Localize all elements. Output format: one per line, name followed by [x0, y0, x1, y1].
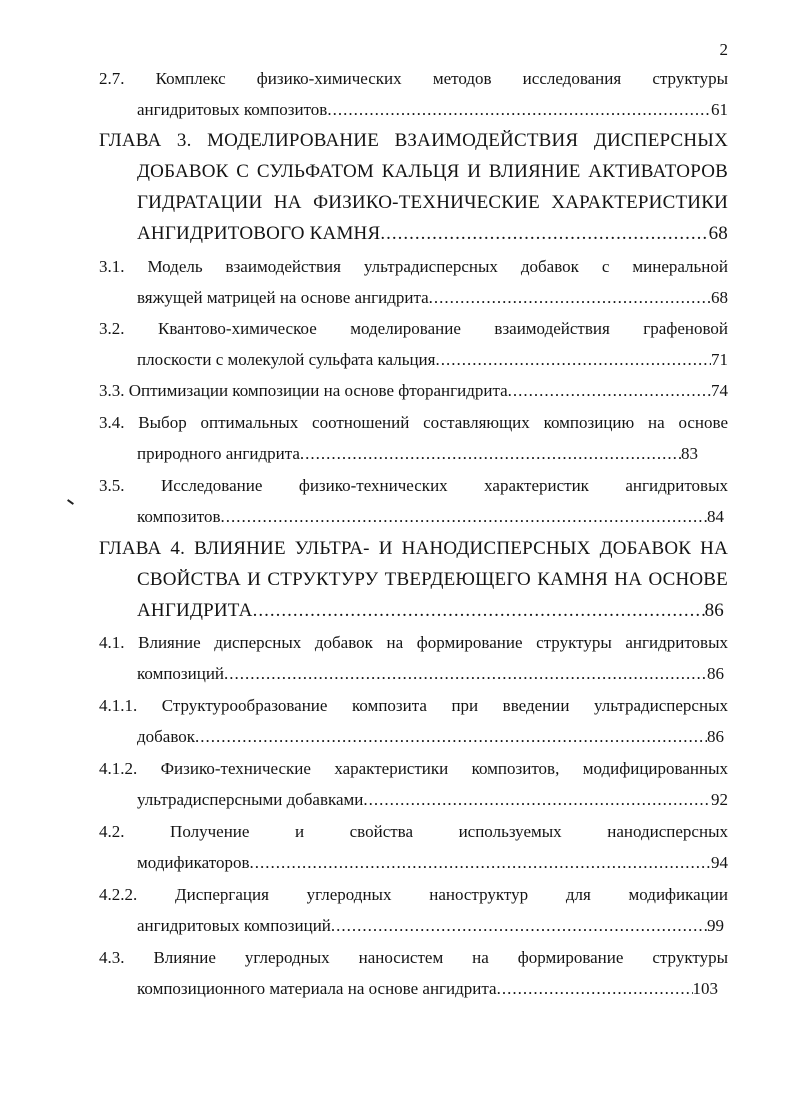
toc-entry-text: модификаторов [137, 853, 250, 872]
dot-leader [327, 99, 711, 121]
toc-entry-4-2-continuation [137, 852, 728, 874]
toc-entry-4-3-title: 4.3. Влияние углеродных наносистем на формирование структуры [99, 948, 728, 967]
toc-entry-text: ангидритовых композитов [137, 100, 328, 119]
toc-page-number: 68 [711, 288, 728, 307]
page-number: 2 [719, 40, 728, 59]
toc-entry-4-1-2-continuation [137, 789, 728, 811]
chapter-3-heading-line-1: ГЛАВА 3. МОДЕЛИРОВАНИЕ ВЗАИМОДЕЙСТВИЯ ДИСПЕРСНЫХ [99, 130, 728, 151]
chapter-3-heading-line-3: ГИДРАТАЦИИ НА ФИЗИКО-ТЕХНИЧЕСКИЕ ХАРАКТЕРИСТИКИ [137, 192, 728, 213]
dot-leader [220, 506, 707, 528]
toc-page-number: 74 [711, 381, 728, 400]
toc-entry-text: композиций [137, 664, 225, 683]
toc-entry-text: ангидритовых композиций [137, 916, 331, 935]
toc-entry-2-7-title: 2.7. Комплекс физико-химических методов исследования структуры [99, 69, 728, 88]
toc-entry-text: вяжущей матрицей на основе ангидрита [137, 288, 429, 307]
dot-leader [435, 349, 711, 371]
toc-page-number: 86 [707, 664, 724, 683]
dot-leader [224, 663, 707, 685]
dot-leader [380, 223, 708, 245]
toc-entry-text: 3.3. Оптимизации композиции на основе фторангидрита [99, 381, 508, 400]
toc-entry-3-4-title: 3.4. Выбор оптимальных соотношений составляющих композицию на основе [99, 413, 728, 432]
chapter-4-heading-line-3 [137, 600, 724, 622]
toc-page-number: 83 [681, 444, 698, 463]
toc-entry-4-3-continuation [137, 978, 718, 1000]
toc-entry-3-4-continuation [137, 443, 698, 465]
toc-page-number: 103 [692, 979, 718, 998]
toc-entry-4-1-continuation [137, 663, 724, 685]
toc-page-number: 86 [704, 600, 724, 621]
chapter-3-heading-line-4 [137, 223, 728, 245]
toc-page-number: 94 [711, 853, 728, 872]
dot-leader [429, 287, 711, 309]
toc-entry-text: АНГИДРИТОВОГО КАМНЯ [137, 223, 381, 244]
toc-page-number: 84 [707, 507, 724, 526]
toc-entry-4-2-2-continuation [137, 915, 724, 937]
chapter-4-heading-line-1: ГЛАВА 4. ВЛИЯНИЕ УЛЬТРА- И НАНОДИСПЕРСНЫХ ДОБАВОК НА [99, 538, 728, 559]
toc-entry-text: природного ангидрита [137, 444, 300, 463]
toc-entry-4-2-2-title: 4.2.2. Диспергация углеродных наноструктур для модификации [99, 885, 728, 904]
dot-leader [508, 380, 711, 402]
toc-page-number: 86 [707, 727, 724, 746]
chapter-4-heading-line-2: СВОЙСТВА И СТРУКТУРУ ТВЕРДЕЮЩЕГО КАМНЯ НА ОСНОВЕ [137, 569, 728, 590]
toc-entry-text: плоскости с молекулой сульфата кальция [137, 350, 436, 369]
toc-entry-3-3 [99, 380, 728, 402]
toc-page-number: 71 [711, 350, 728, 369]
toc-page-number: 68 [708, 223, 728, 244]
dot-leader [195, 726, 707, 748]
dot-leader [497, 978, 693, 1000]
toc-entry-3-1-title: 3.1. Модель взаимодействия ультрадисперсных добавок с минеральной [99, 257, 728, 276]
dot-leader [363, 789, 711, 811]
toc-entry-text: добавок [137, 727, 196, 746]
toc-entry-4-1-1-continuation [137, 726, 724, 748]
toc-entry-3-2-title: 3.2. Квантово-химическое моделирование взаимодействия графеновой [99, 319, 728, 338]
toc-entry-3-5-continuation [137, 506, 724, 528]
toc-page-number: 99 [707, 916, 724, 935]
dot-leader [249, 852, 711, 874]
toc-entry-4-1-2-title: 4.1.2. Физико-технические характеристики композитов, модифицированных [99, 759, 728, 778]
chapter-3-heading-line-2: ДОБАВОК С СУЛЬФАТОМ КАЛЬЦЯ И ВЛИЯНИЕ АКТИВАТОРОВ [137, 161, 728, 182]
toc-entry-3-2-continuation [137, 349, 728, 371]
dot-leader [253, 600, 705, 622]
toc-entry-text: АНГИДРИТА [137, 600, 253, 621]
toc-entry-4-2-title: 4.2. Получение и свойства используемых нанодисперсных [99, 822, 728, 841]
toc-entry-3-5-title: 3.5. Исследование физико-технических характеристик ангидритовых [99, 476, 728, 495]
toc-entry-text: ультрадисперсными добавками [137, 790, 364, 809]
toc-entry-2-7-continuation [137, 99, 728, 121]
dot-leader [300, 443, 681, 465]
toc-page-number: 61 [711, 100, 728, 119]
scan-mark [67, 499, 74, 505]
dot-leader [331, 915, 707, 937]
toc-page-number: 92 [711, 790, 728, 809]
toc-entry-3-1-continuation [137, 287, 728, 309]
toc-entry-4-1-1-title: 4.1.1. Структурообразование композита при введении ультрадисперсных [99, 696, 728, 715]
toc-entry-text: композиционного материала на основе ангидрита [137, 979, 497, 998]
toc-entry-text: композитов [137, 507, 221, 526]
toc-entry-4-1-title: 4.1. Влияние дисперсных добавок на формирование структуры ангидритовых [99, 633, 728, 652]
